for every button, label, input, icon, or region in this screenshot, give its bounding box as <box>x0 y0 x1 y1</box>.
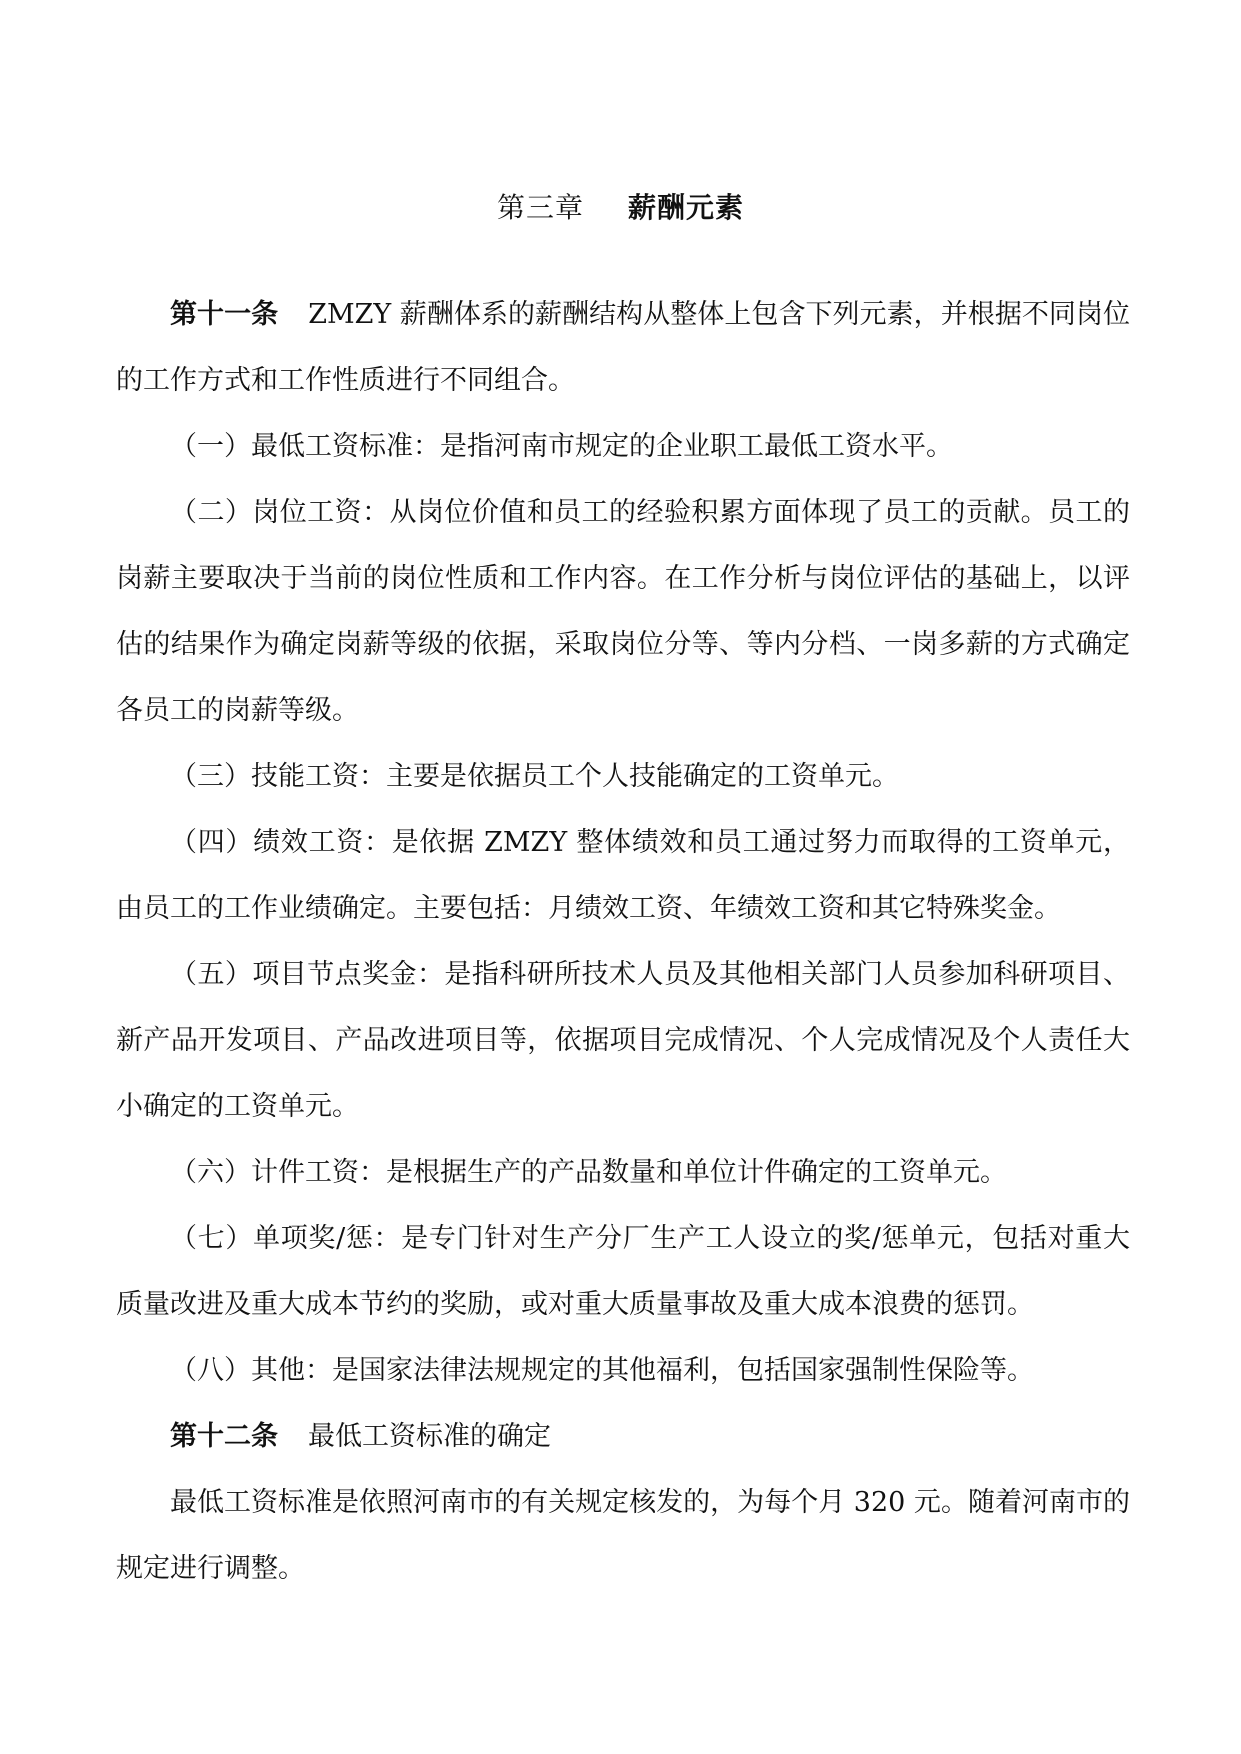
item-4-performance-wage: （四）绩效工资：是依据 ZMZY 整体绩效和员工通过努力而取得的工资单元，由员工的工作业绩确定。主要包括：月绩效工资、年绩效工资和其它特殊奖金。 <box>116 827 1130 924</box>
article-12-heading: 第十二条 <box>170 1421 278 1452</box>
article-11-heading: 第十一条 <box>170 299 279 330</box>
chapter-number: 第三章 <box>496 191 584 224</box>
chapter-heading <box>0 188 1241 228</box>
item-8-other: （八）其他：是国家法律法规规定的其他福利，包括国家强制性保险等。 <box>170 1355 1034 1386</box>
article-11-text: ZMZY 薪酬体系的薪酬结构从整体上包含下列元素，并根据不同岗位的工作方式和工作性质进行不同组合。 <box>116 299 1130 396</box>
item-7-reward-penalty: （七）单项奖/惩：是专门针对生产分厂生产工人设立的奖/惩单元，包括对重大质量改进及重大成本节约的奖励，或对重大质量事故及重大成本浪费的惩罚。 <box>116 1223 1130 1320</box>
article-12-text: 最低工资标准是依照河南市的有关规定核发的，为每个月 320 元。随着河南市的规定进行调整。 <box>116 1487 1130 1584</box>
article-12-title: 最低工资标准的确定 <box>308 1421 551 1452</box>
item-5-project-bonus: （五）项目节点奖金：是指科研所技术人员及其他相关部门人员参加科研项目、新产品开发项目、产品改进项目等，依据项目完成情况、个人完成情况及个人责任大小确定的工资单元。 <box>116 959 1130 1122</box>
item-2-position-wage: （二）岗位工资：从岗位价值和员工的经验积累方面体现了员工的贡献。员工的岗薪主要取决于当前的岗位性质和工作内容。在工作分析与岗位评估的基础上，以评估的结果作为确定岗薪等级的依据，采取岗位分等、等内分档、一岗多薪的方式确定各员工的岗薪等级。 <box>116 497 1130 726</box>
article-11-paragraph <box>116 282 1130 414</box>
item-6-piece-wage: （六）计件工资：是根据生产的产品数量和单位计件确定的工资单元。 <box>170 1157 1007 1188</box>
item-1-minimum-wage: （一）最低工资标准：是指河南市规定的企业职工最低工资水平。 <box>170 431 953 462</box>
article-12-heading-line <box>116 1404 1130 1470</box>
document-body <box>116 282 1130 1602</box>
item-3-skill-wage: （三）技能工资：主要是依据员工个人技能确定的工资单元。 <box>170 761 899 792</box>
chapter-title: 薪酬元素 <box>628 191 745 224</box>
